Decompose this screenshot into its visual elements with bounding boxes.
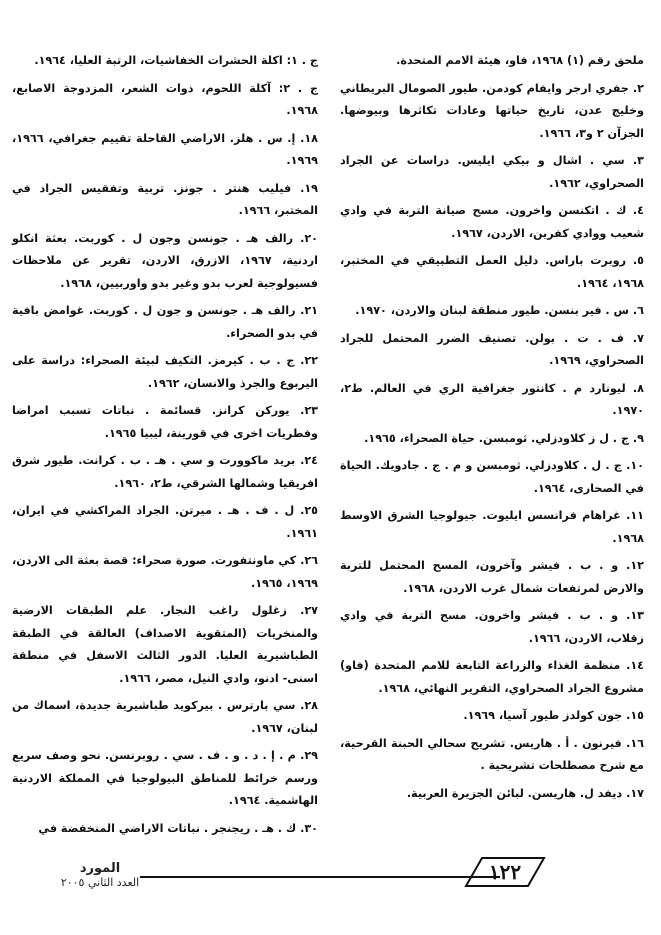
reference-entry: ٢٨. سي بارترس . بيركويد طباشيرية جديدة، اسماك من لبنان، ١٩٦٧. bbox=[12, 699, 318, 735]
reference-entry: ملحق رقم (١) ١٩٦٨، فاو، هيئة الامم المتحدة. bbox=[396, 54, 644, 67]
reference-entry: ٢٦. كي ماونتفورت. صورة صحراء: قصة بعثة الى الاردن، ١٩٦٩، ١٩٦٥. bbox=[12, 554, 318, 590]
reference-entry: ١٤. منظمة الغذاء والزراعة التابعة للامم المتحدة (فاو) مشروع الجراد الصحراوي، التقرير النهائي، ١٩٦٨. bbox=[340, 659, 644, 695]
footer-rule bbox=[140, 876, 500, 878]
reference-entry: ج . ٢: آكلة اللحوم، ذوات الشعر، المزدوجة الاصابع، ١٩٦٨. bbox=[12, 81, 319, 117]
reference-entry: ١٢. و . ب . فيشر وآخرون، المسح المحتمل للتربة والارض لمرتفعات شمال غرب الاردن، ١٩٦٨. bbox=[340, 559, 644, 595]
reference-entry: ٩. ج . ل ز كلاودزلي. ثومبسن. حياة الصحراء، ١٩٦٥. bbox=[364, 431, 644, 445]
reference-entry: ٢١. رالف هـ . جونسن و جون ل . كوربت. غوامض بافية في بدو الصحراء. bbox=[12, 304, 318, 340]
reference-entry: ٣٠. ك . هـ . ريجنجر . نباتات الاراضي المنخفضة في bbox=[38, 821, 318, 835]
reference-entry: ٢. جفري ارجر وايفام كودمن. طيور الصومال البريطاني وخليج عدن، تاريخ حياتها وعادات تكاثرها وبيوضها. الجزآن ٢ و٣، ١٩٦٦. bbox=[340, 81, 644, 140]
right-column bbox=[340, 50, 644, 810]
reference-entry: ٢٣. يوركن كرانز. قسائمة . نباتات تسبب امراضا وفطريات اخرى في قورينة، ليبيا ١٩٦٥. bbox=[12, 404, 318, 440]
reference-entry: ٢٢. ج . ب . كيرمز. التكيف لبيئة الصحراء: دراسة على اليربوع والجرذ والانسان، ١٩٦٢. bbox=[12, 354, 318, 390]
reference-entry: ١٣. و . ب . فيشر واخرون. مسح التربة في وادي زقلاب، الاردن، ١٩٦٦. bbox=[340, 609, 644, 645]
reference-entry: ٢٠. رالف هـ . جونسن وجون ل . كوربت. بعثة انكلو اردنية، ١٩٦٧، الازرق، الاردن، تقرير عن ملاحظات فسيولوجية لعرب بدو وغير بدو واوربيين، ١٩٦٨. bbox=[12, 231, 318, 290]
reference-entry: ١٦. فيرنون . أ . هاريس. تشريح سحالي الحبنة القرحية، مع شرح مصطلحات تشريحية . bbox=[340, 736, 644, 772]
reference-entry: ج . ١: اكلة الحشرات الخفاشيات، الرتبة العليا، ١٩٦٤. bbox=[34, 54, 318, 67]
reference-entry: ١١. غراهام فرانسس ايليوت. جيولوجيا الشرق الاوسط ١٩٦٨. bbox=[340, 509, 644, 545]
reference-entry: ٨. ليونارد م . كانتور جغرافية الري في العالم. ط٢، ١٩٧٠. bbox=[340, 381, 644, 417]
reference-entry: ٢٩. م . إ . د . و . ف . سي . روبرنسن. نحو وصف سريع ورسم خرائط للمناطق البيولوجيا في المملكة الاردنية الهاشمية. ١٩٦٤. bbox=[12, 749, 318, 807]
reference-entry: ١٠. ج . ل . كلاودزلي. ثومبسن و م . ج . جادويك. الحياة في الصحارى، ١٩٦٤. bbox=[340, 459, 644, 495]
reference-entry: ٦. س . فير بنسن. طيور منطقة لبنان والاردن، ١٩٧٠. bbox=[355, 304, 644, 317]
page-number: ١٢٢ bbox=[488, 860, 522, 884]
reference-entry: ١٥. جون كولدز طيور آسيا، ١٩٦٩. bbox=[463, 709, 644, 722]
reference-entry: ٢٥. ل . ف . هـ . ميرتن. الجراد المراكشي في ايران، ١٩٦١. bbox=[12, 504, 318, 540]
reference-entry: ٥. روبرت باراس. دليل العمل التطبيقي في المختبر، ١٩٦٨، ١٩٦٤. bbox=[340, 254, 644, 290]
reference-entry: ٤. ك . اتكنسن واخرون. مسح صيانة التربة في وادي شعيب ووادي كفرين، الاردن، ١٩٦٧. bbox=[340, 204, 644, 240]
reference-entry: ١٨. إ. س . هلز. الاراضي القاحلة تقييم جغرافي، ١٩٦٦، ١٩٦٩. bbox=[12, 131, 318, 167]
reference-entry: ٣. سي . اشال و بيكي ايليس. دراسات عن الجراد الصحراوي، ١٩٦٢. bbox=[340, 154, 644, 190]
journal-issue: العدد الثاني ٢٠٠٥ bbox=[60, 876, 140, 889]
reference-entry: ٢٤. بريد ماكوورت و سي . هـ . ب . كرانت. طيور شرق افريقيا وشمالها الشرقي، ط٢، ١٩٦٠. bbox=[12, 454, 318, 490]
reference-entry: ٧. ف . ت . بولن. تصنيف الضرر المحتمل للجراد الصحراوي، ١٩٦٩. bbox=[340, 331, 644, 367]
journal-name: المورد bbox=[79, 861, 121, 876]
reference-entry: ٢٧. زغلول راغب النجار. علم الطبقات الارضية والمنخريات (المتقوية الاصداف) العالقة في الطبقة الطباشيرية العليا. الدور الثالث الاسفل في منطقة اسنى- ادنو، وادي النيل، مصر، ١٩٦٦. bbox=[12, 604, 318, 685]
reference-entry: ١٧. ديفد ل. هاريسن. لبائن الجزيرة العربية. bbox=[406, 786, 644, 800]
reference-entry: ١٩. فيليب هنتر . جونز. تربية وتفقيس الجراد في المختبر، ١٩٦٦. bbox=[12, 181, 318, 217]
journal-info bbox=[40, 862, 160, 890]
left-column bbox=[12, 50, 318, 845]
